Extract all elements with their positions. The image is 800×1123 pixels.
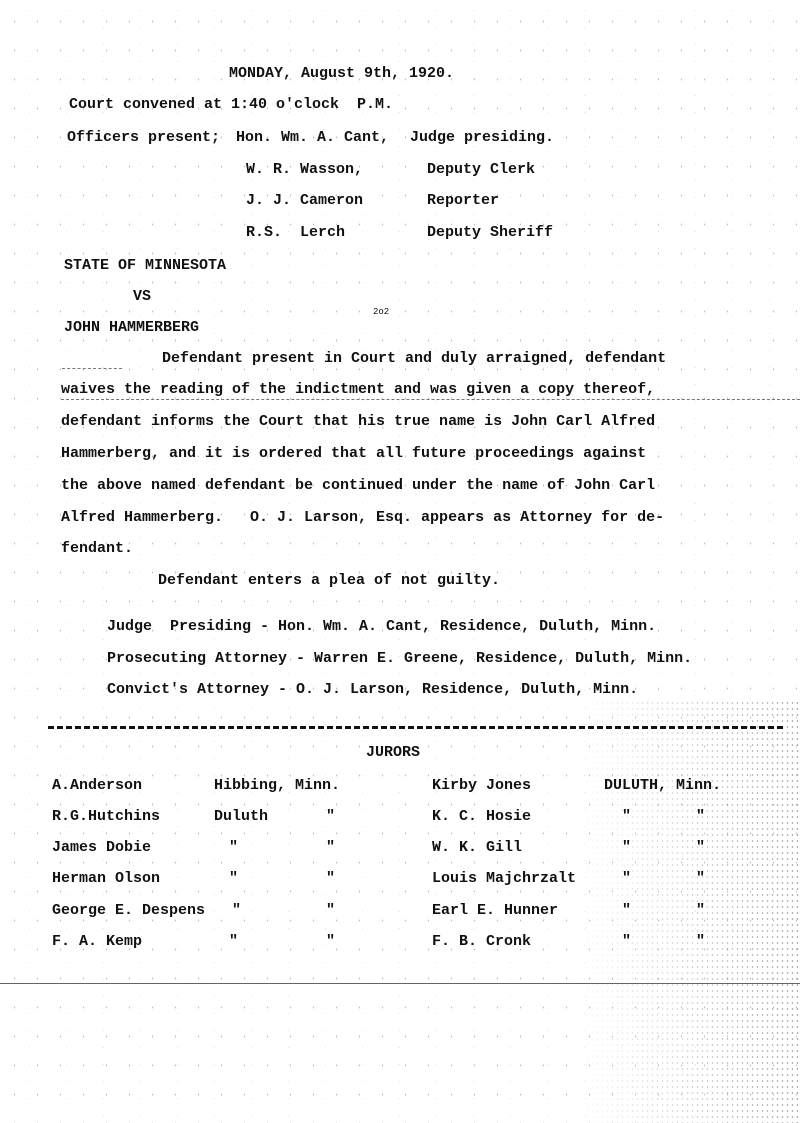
officer-role: Reporter — [427, 192, 500, 209]
juror-row — [52, 870, 772, 888]
ditto-mark: " — [622, 808, 632, 825]
officer-role: Deputy Clerk — [427, 161, 536, 178]
defense-attorney-line: Convict's Attorney - O. J. Larson, Residence, Duluth, Minn. — [107, 681, 639, 698]
juror-name: F. B. Cronk — [432, 933, 532, 950]
juror-row — [52, 839, 772, 857]
juror-row — [52, 902, 772, 920]
bottom-rule — [0, 983, 800, 984]
officer-name: J. J. Cameron — [246, 192, 364, 209]
ditto-mark: " — [326, 839, 336, 856]
case-versus: VS — [133, 288, 152, 305]
paragraph-line: Alfred Hammerberg. O. J. Larson, Esq. appears as Attorney for de- — [61, 509, 665, 526]
ditto-mark: " — [202, 839, 239, 856]
ditto-mark: " — [622, 933, 632, 950]
juror-name: W. K. Gill — [432, 839, 523, 856]
juror-name: George E. Despens — [52, 902, 206, 919]
jurors-title: JURORS — [366, 744, 421, 761]
ditto-mark: " — [696, 902, 706, 919]
ditto-mark: " — [696, 933, 706, 950]
ditto-mark: " — [696, 808, 706, 825]
ditto-mark: " — [326, 870, 336, 887]
ditto-mark: " — [326, 933, 336, 950]
juror-name: Kirby Jones — [432, 777, 532, 794]
paragraph-line: Defendant present in Court and duly arraigned, defendant — [162, 350, 667, 367]
case-defendant: JOHN HAMMERBERG — [64, 319, 200, 336]
ditto-mark: " — [696, 839, 706, 856]
officer-name: Hon. Wm. A. Cant, — [236, 129, 390, 146]
ditto-mark: " — [622, 870, 632, 887]
ditto-mark: " — [696, 870, 706, 887]
ditto-mark: " — [326, 808, 336, 825]
juror-residence: Duluth — [214, 808, 269, 825]
paragraph-line: fendant. — [61, 540, 134, 557]
juror-row — [52, 933, 772, 951]
ditto-mark: " — [232, 902, 242, 919]
paragraph-line: waives the reading of the indictment and was given a copy thereof, — [61, 381, 656, 398]
stray-rule — [61, 399, 800, 400]
juror-name: Herman Olson — [52, 870, 161, 887]
case-plaintiff: STATE OF MINNESOTA — [64, 257, 227, 274]
juror-name: K. C. Hosie — [432, 808, 532, 825]
margin-mark: 2o2 — [373, 307, 390, 317]
juror-residence: Hibbing, Minn. — [214, 777, 341, 794]
paragraph-line: Hammerberg, and it is ordered that all future proceedings against — [61, 445, 647, 462]
ditto-mark: " — [202, 933, 239, 950]
officers-label: Officers present; — [67, 129, 221, 146]
juror-name: Earl E. Hunner — [432, 902, 559, 919]
juror-name: A.Anderson — [52, 777, 143, 794]
juror-row — [52, 808, 772, 826]
ditto-mark: " — [622, 902, 632, 919]
juror-name: R.G.Hutchins — [52, 808, 161, 825]
officer-name: W. R. Wasson, — [246, 161, 364, 178]
ditto-mark: " — [202, 870, 239, 887]
officer-role: Deputy Sheriff — [427, 224, 554, 241]
officer-name: R.S. Lerch — [246, 224, 346, 241]
prosecutor-line: Prosecuting Attorney - Warren E. Greene, Residence, Duluth, Minn. — [107, 650, 693, 667]
juror-name: James Dobie — [52, 839, 152, 856]
plea-line: Defendant enters a plea of not guilty. — [158, 572, 501, 589]
juror-row — [52, 777, 772, 795]
juror-name: Louis Majchrzalt — [432, 870, 577, 887]
ditto-mark: " — [622, 839, 632, 856]
paragraph-line: defendant informs the Court that his true name is John Carl Alfred — [61, 413, 656, 430]
juror-residence: DULUTH, Minn. — [604, 777, 722, 794]
paragraph-line: the above named defendant be continued under the name of John Carl — [61, 477, 656, 494]
convened-line: Court convened at 1:40 o'clock P.M. — [69, 96, 394, 113]
dashed-divider — [48, 726, 783, 729]
judge-line: Judge Presiding - Hon. Wm. A. Cant, Residence, Duluth, Minn. — [107, 618, 657, 635]
date-line: MONDAY, August 9th, 1920. — [229, 65, 455, 82]
juror-name: F. A. Kemp — [52, 933, 143, 950]
stray-rule — [62, 368, 122, 369]
officer-role: Judge presiding. — [410, 129, 555, 146]
ditto-mark: " — [326, 902, 336, 919]
